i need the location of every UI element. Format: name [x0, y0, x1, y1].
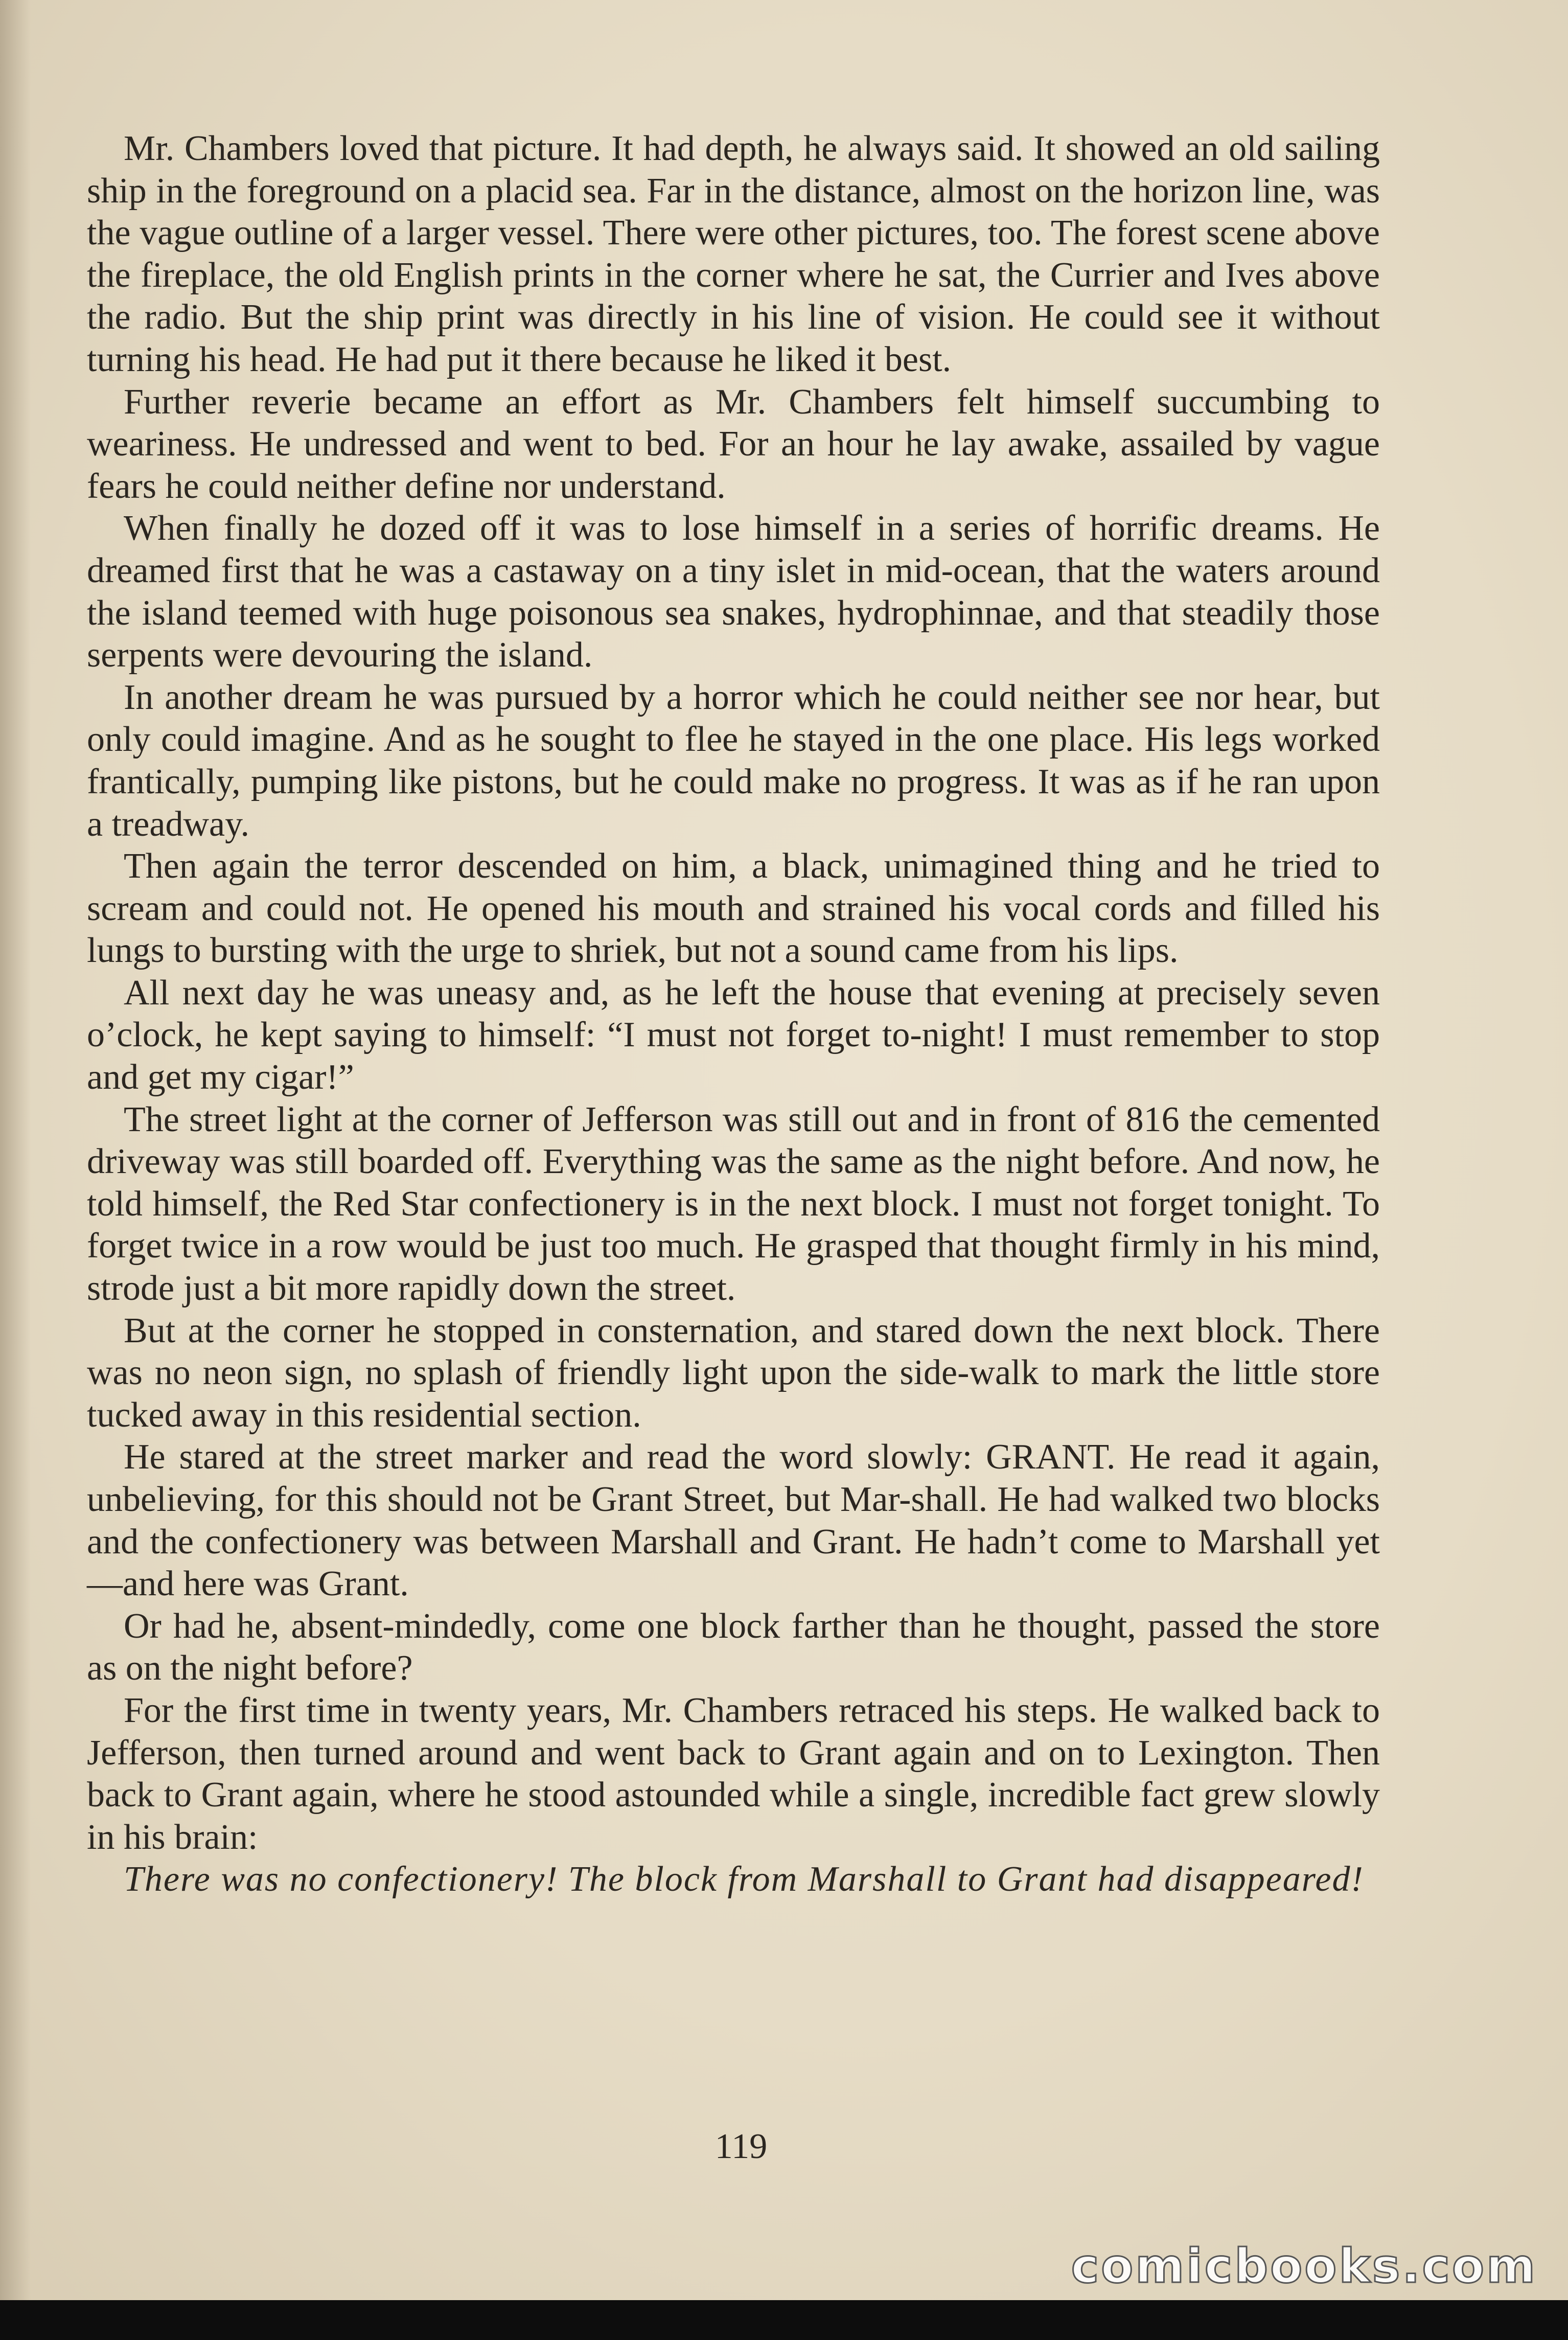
paragraph: All next day he was uneasy and, as he left the house that evening at precisely seven o’clock, he kept saying to himself: “I must not forget to-night! I must remember to stop and get my cigar!” — [87, 973, 1380, 1097]
paragraph: For the first time in twenty years, Mr. Chambers retraced his steps. He walked back to Jefferson, then turned around and went back to Grant again and on to Lexington. Then back to Grant again, where he stood astounded while a single, incredible fact grew slowly in his brain: — [87, 1690, 1380, 1857]
closing-line: There was no confectionery! The block from Marshall to Grant had disappeared! — [124, 1860, 1364, 1899]
paragraph: Then again the terror descended on him, a black, unimagined thing and he tried to scream and could not. He opened his mouth and strained his vocal cords and filled his lungs to bursting with the urge to shriek, but not a sound came from his lips. — [87, 846, 1380, 971]
watermark-logo: comicbooks.com — [1071, 2239, 1537, 2293]
paragraph: Or had he, absent-mindedly, come one block farther than he thought, passed the store as on the night before? — [87, 1606, 1380, 1688]
page-gutter-shadow — [0, 0, 31, 2300]
paragraph: The street light at the corner of Jefferson was still out and in front of 816 the cemented driveway was still boarded off. Everything was the same as the night before. And now, he told himself, the Red Star confectionery is in the next block. I must not forget tonight. To forget twice in a row would be just too much. He grasped that thought firmly in his mind, strode just a bit more rapidly down the street. — [87, 1099, 1380, 1309]
paragraph: But at the corner he stopped in consternation, and stared down the next block. There was no neon sign, no splash of friendly light upon the side-walk to mark the little store tucked away in this residential section. — [87, 1311, 1380, 1435]
page-number: 119 — [714, 2127, 768, 2166]
paragraph: In another dream he was pursued by a horror which he could neither see nor hear, but only could imagine. And as he sought to flee he stayed in the one place. His legs worked frantically, pumping like pistons, but he could make no progress. It was as if he ran upon a treadway. — [87, 677, 1380, 844]
paragraph: Further reverie became an effort as Mr. Chambers felt himself succumbing to weariness. He undressed and went to bed. For an hour he lay awake, assailed by vague fears he could neither define nor understand. — [87, 382, 1380, 506]
paragraph: He stared at the street marker and read the word slowly: GRANT. He read it again, unbelieving, for this should not be Grant Street, but Mar-shall. He had walked two blocks and the confectionery was between Marshall and Grant. He hadn’t come to Marshall yet—and here was Grant. — [87, 1437, 1380, 1604]
scan-border — [0, 2300, 1568, 2340]
paragraph: Mr. Chambers loved that picture. It had depth, he always said. It showed an old sailing ship in the foreground on a placid sea. Far in the distance, almost on the horizon line, was the vague outline of a larger vessel. There were other pictures, too. The forest scene above the fireplace, the old English prints in the corner where he sat, the Currier and Ives above the radio. But the ship print was directly in his line of vision. He could see it without turning his head. He had put it there because he liked it best. — [87, 129, 1380, 379]
story-text — [87, 128, 1380, 1901]
paragraph: When finally he dozed off it was to lose himself in a series of horrific dreams. He dreamed first that he was a castaway on a tiny islet in mid-ocean, that the waters around the island teemed with huge poisonous sea snakes, hydrophinnae, and that steadily those serpents were devouring the island. — [87, 509, 1380, 675]
